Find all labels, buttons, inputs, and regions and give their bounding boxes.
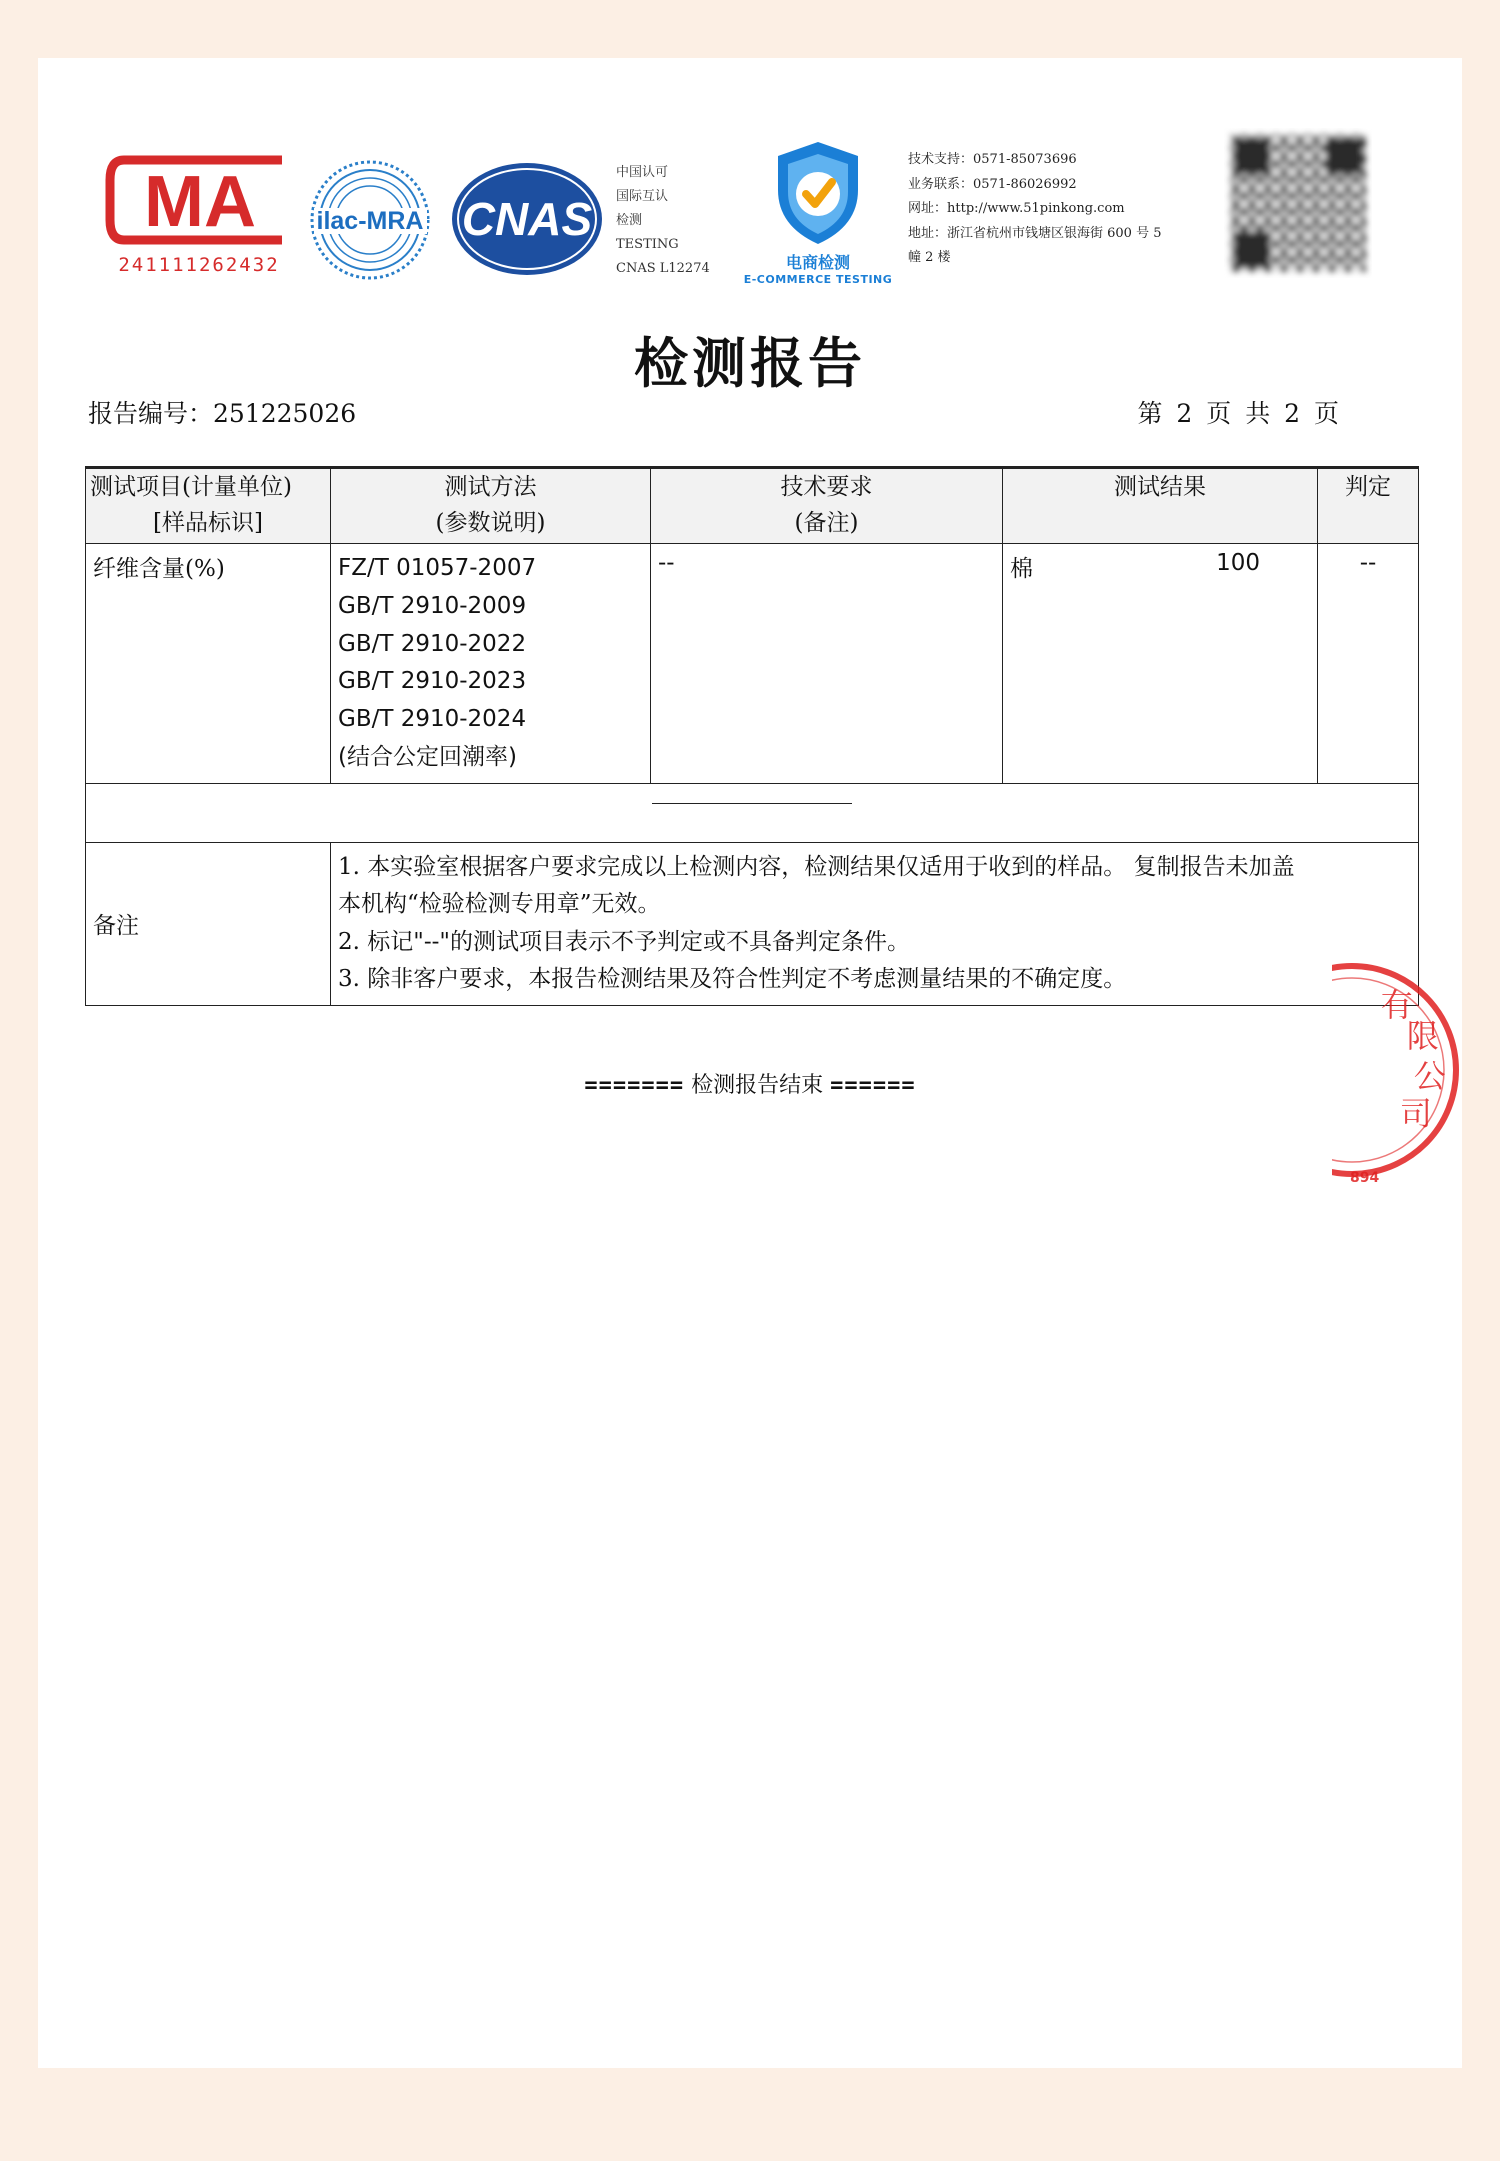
contact-tech-support: 技术支持：0571-85073696 — [908, 152, 1077, 167]
header-test-result: 测试结果 — [1003, 468, 1318, 544]
cnas-logo-text: CNAS — [461, 193, 593, 245]
end-equals-left: ======= — [584, 1073, 685, 1098]
cnas-line: TESTING — [616, 237, 679, 252]
ecommerce-label-en: E-COMMERCE TESTING — [743, 273, 893, 286]
note-line: 2. 标记"--"的测试项目表示不予判定或不具备判定条件。 — [338, 928, 910, 955]
contact-address-cont: 幢 2 楼 — [908, 250, 951, 265]
end-text: 检测报告结束 — [691, 1073, 824, 1098]
contact-address: 地址：浙江省杭州市钱塘区银海街 600 号 5 — [908, 225, 1162, 241]
ilac-logo-text: ilac-MRA — [316, 207, 424, 235]
page-title: 检测报告 — [634, 331, 866, 395]
ecommerce-label-cn: 电商检测 — [785, 253, 850, 272]
method-line: GB/T 2910-2024 — [338, 706, 527, 733]
company-seal-stamp — [1332, 920, 1462, 1220]
notes-row — [86, 842, 1419, 1005]
header-test-method: 测试方法 (参数说明) — [331, 468, 651, 544]
end-equals-right: ====== — [830, 1073, 916, 1098]
cnas-line: 检测 — [616, 213, 643, 228]
method-line: GB/T 2910-2022 — [338, 630, 527, 657]
cnas-accreditation-text — [616, 161, 710, 281]
table-header-row — [86, 468, 1419, 544]
qr-code-icon — [1224, 128, 1372, 278]
test-results-table — [85, 466, 1419, 1006]
method-line: FZ/T 01057-2007 — [338, 555, 537, 581]
cnas-line: 中国认可 — [616, 165, 669, 180]
note-line: 1. 本实验室根据客户要求完成以上检测内容，检测结果仅适用于收到的样品。 复制报告未加盖 — [338, 853, 1295, 880]
report-end-line — [38, 1068, 1462, 1099]
cnas-line: CNAS L12274 — [616, 261, 710, 276]
cma-logo — [104, 150, 294, 250]
header-test-item: 测试项目(计量单位) [样品标识] — [86, 468, 331, 544]
separator-row — [86, 783, 1419, 842]
result-fiber-name: 棉 — [1010, 556, 1033, 582]
method-line: (结合公定回潮率) — [338, 743, 517, 770]
cell-judgement: -- — [1318, 544, 1419, 784]
contact-business: 业务联系：0571-86026992 — [908, 176, 1077, 192]
cnas-line: 国际互认 — [616, 189, 669, 204]
cma-logo-text: MA — [144, 162, 256, 242]
header-judgement: 判定 — [1318, 468, 1419, 544]
shield-check-icon — [768, 138, 868, 250]
cell-test-methods — [331, 544, 651, 784]
report-number: 报告编号：251225026 — [88, 399, 357, 428]
table-row — [86, 544, 1419, 784]
contact-website: 网址：http://www.51pinkong.com — [908, 201, 1125, 216]
header-requirement: 技术要求 (备注) — [651, 468, 1003, 544]
cnas-logo — [450, 161, 605, 277]
note-line: 3. 除非客户要求，本报告检测结果及符合性判定不考虑测量结果的不确定度。 — [338, 966, 1127, 993]
note-line: 本机构“检验检测专用章”无效。 — [338, 891, 661, 918]
cell-test-result — [1003, 544, 1318, 784]
cell-requirement: -- — [651, 544, 1003, 784]
seal-text: 有限公司 — [1380, 986, 1446, 1133]
page-info: 第 2 页 共 2 页 — [1137, 399, 1342, 428]
ilac-mra-logo — [308, 158, 433, 283]
notes-label: 备注 — [86, 842, 331, 1005]
report-sheet — [38, 58, 1462, 2068]
notes-content — [331, 842, 1419, 1005]
method-line: GB/T 2910-2023 — [338, 668, 527, 695]
ecommerce-testing-logo — [743, 138, 893, 286]
separator-line — [652, 803, 852, 804]
cma-number: 241111262432 — [118, 254, 280, 276]
cell-test-item: 纤维含量(%) — [86, 544, 331, 784]
result-value: 100 — [1216, 550, 1260, 576]
method-line: GB/T 2910-2009 — [338, 592, 527, 619]
contact-info — [908, 148, 1161, 271]
seal-code: 894 — [1350, 1170, 1380, 1186]
